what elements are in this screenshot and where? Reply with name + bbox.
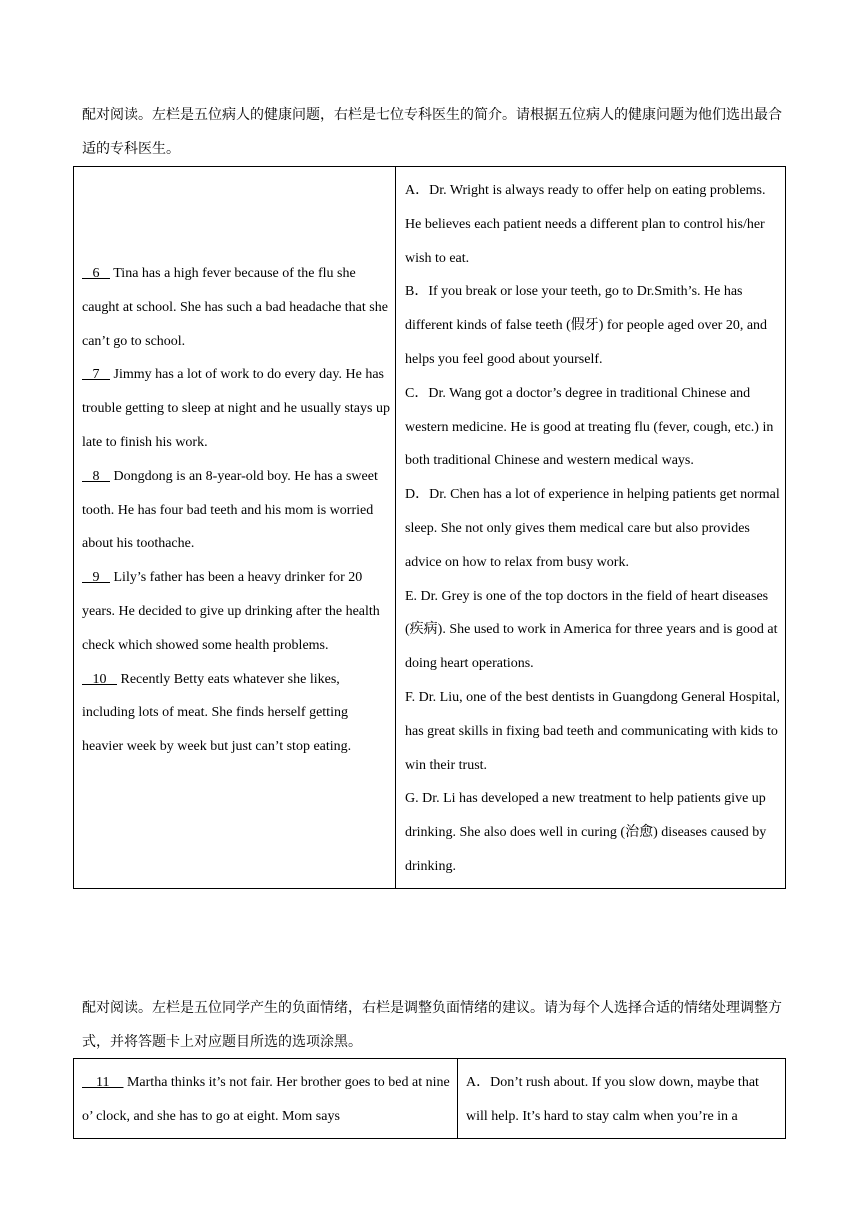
doctor-option-b: B．If you break or lose your teeth, go to Dr.Smith’s. He has different kinds of false teeth (假牙) for people aged over 20, and helps you feel good about yourself. [405,284,768,367]
answer-blank[interactable]: 8 [82,468,110,484]
matching-table-1 [73,166,786,889]
answer-blank[interactable]: 10 [82,671,117,687]
doctor-option-d: D．Dr. Chen has a lot of experience in helping patients get normal sleep. She not only gives them medical care but also provides advice on how to relax from busy work. [405,487,780,570]
matching-table-2 [73,1058,786,1139]
patient-item: 7 Jimmy has a lot of work to do every day. He has trouble getting to sleep at night and he usually stays up late to finish his work. [82,367,390,450]
patient-item: 10 Recently Betty eats whatever she likes, including lots of meat. She finds herself getting heavier week by week but just can’t stop eating. [82,671,352,755]
patient-item: 6 Tina has a high fever because of the flu she caught at school. She has such a bad headache that she can’t go to school. [82,266,388,349]
answer-blank[interactable]: 6 [82,266,110,281]
answer-blank[interactable]: 9 [82,570,110,586]
section1-instruction: 配对阅读。左栏是五位病人的健康问题，右栏是七位专科医生的简介。请根据五位病人的健康问题为他们选出最合适的专科医生。 [82,107,782,157]
advice-option-a: A．Don’t rush about. If you slow down, maybe that will help. It’s hard to stay calm when you’re in a [466,1075,759,1124]
doctor-option-a: A．Dr. Wright is always ready to offer help on eating problems. He believes each patient needs a different plan to control his/her wish to eat. [405,183,766,266]
doctor-option-e: E. Dr. Grey is one of the top doctors in the field of heart diseases (疾病). She used to work in America for three years and is good at doing heart operations. [405,588,778,672]
patients-column [74,167,395,888]
doctor-option-g: G. Dr. Li has developed a new treatment to help patients give up drinking. She also does well in curing (治愈) diseases caused by drinking. [405,791,767,874]
doctor-option-f: F. Dr. Liu, one of the best dentists in Guangdong General Hospital, has great skills in fixing bad teeth and communicating with kids to win their trust. [405,689,780,773]
doctors-column [395,167,785,888]
emotion-item: 11 Martha thinks it’s not fair. Her brother goes to bed at nine o’ clock, and she has to go at eight. Mom says [82,1075,450,1124]
emotions-column [74,1059,457,1138]
answer-blank[interactable]: 11 [82,1075,124,1090]
advice-column [457,1059,785,1138]
patient-item: 9 Lily’s father has been a heavy drinker for 20 years. He decided to give up drinking after the health check which showed some health problems. [82,570,380,653]
answer-blank[interactable]: 7 [82,367,110,383]
section2-instruction: 配对阅读。左栏是五位同学产生的负面情绪，右栏是调整负面情绪的建议。请为每个人选择合适的情绪处理调整方式，并将答题卡上对应题目所选的选项涂黑。 [82,1000,782,1050]
doctor-option-c: C．Dr. Wang got a doctor’s degree in traditional Chinese and western medicine. He is good at treating flu (fever, cough, etc.) in both traditional Chinese and western medical ways. [405,385,774,469]
patient-item: 8 Dongdong is an 8-year-old boy. He has a sweet tooth. He has four bad teeth and his mom is worried about his toothache. [82,468,378,552]
